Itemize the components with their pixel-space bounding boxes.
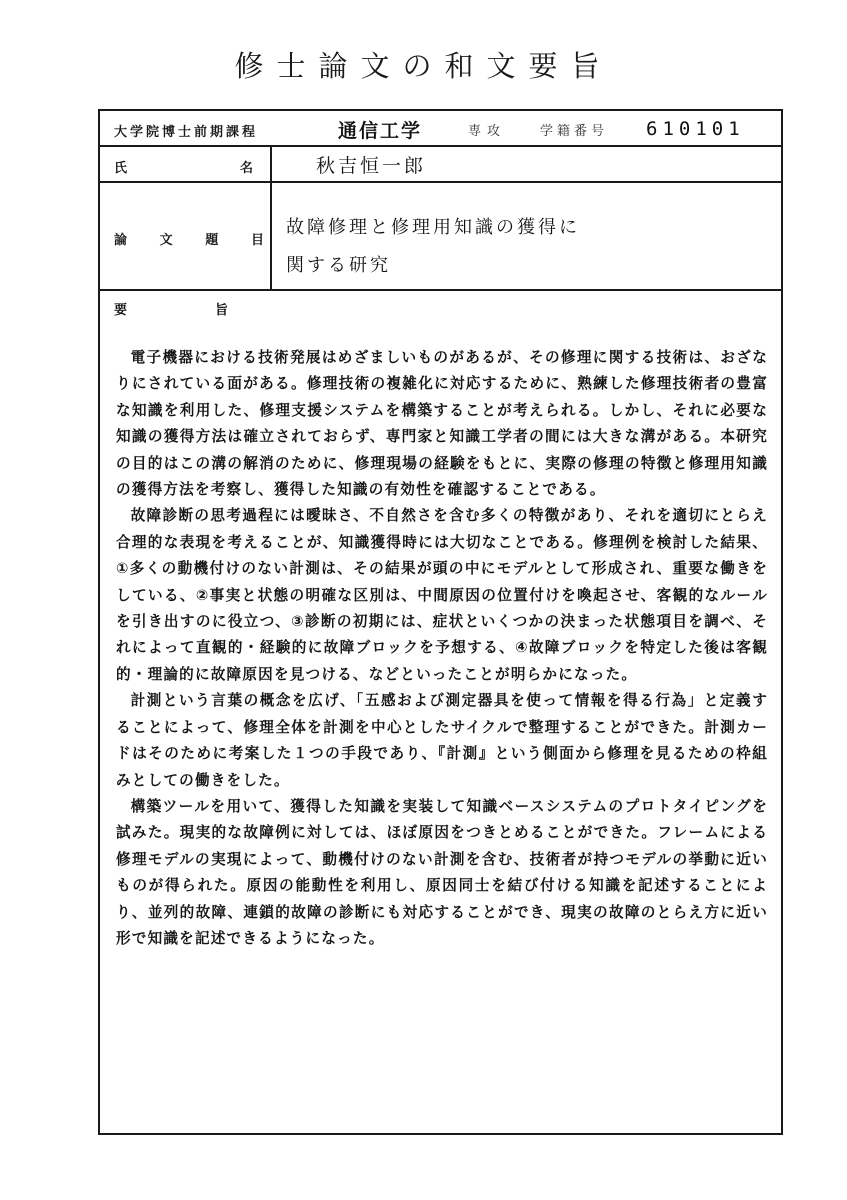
abstract-label-char: 旨 xyxy=(214,303,228,318)
author-name: 秋吉恒一郎 xyxy=(316,155,427,177)
thesis-title-label-char: 題 xyxy=(205,233,219,248)
page-title: 修士論文の和文要旨 xyxy=(234,49,613,83)
name-value-cell xyxy=(272,147,781,181)
thesis-title-line-2: 関する研究 xyxy=(286,255,391,276)
program-label: 大学院博士前期課程 xyxy=(114,125,259,140)
abstract-form xyxy=(98,109,783,1135)
major-value: 通信工学 xyxy=(338,120,423,142)
program-row xyxy=(100,111,781,147)
abstract-paragraph-1: 電子機器における技術発展はめざましいものがあるが、その修理に関する技術は、おざなりにされている面がある。修理技術の複雑化に対応するために、熟練した修理技術者の豊富な知識を利用した、修理支援システムを構築することが考えられる。しかし、それに必要な知識の獲得方法は確立されておらず、専門家と知識工学者の間には大きな溝がある。本研究の目的はこの溝の解消のために、修理現場の経験をもとに、実際の修理の特徴と修理用知識の獲得方法を考察し、獲得した知識の有効性を確認することである。 xyxy=(116,349,768,499)
name-label-cell xyxy=(100,147,272,181)
abstract-paragraph-2: 故障診断の思考過程には曖昧さ、不自然さを含む多くの特徴があり、それを適切にとらえ合理的な表現を考えることが、知識獲得時には大切なことである。修理例を検討した結果、①多くの動機付けのない計測は、その結果が頭の中にモデルとして形成され、重要な働きをしている、②事実と状態の明確な区別は、中間原因の位置付けを喚起させ、客観的なルールを引き出すのに役立つ、③診断の初期には、症状といくつかの決まった状態項目を調べ、それによって直観的・経験的に故障ブロックを予想する、④故障ブロックを特定した後は客観的・理論的に故障原因を見つける、などといったことが明らかになった。 xyxy=(116,507,768,683)
abstract-label xyxy=(114,299,228,318)
abstract-label-char: 要 xyxy=(114,303,128,318)
abstract-body xyxy=(116,345,768,952)
abstract-paragraph-3: 計測という言葉の概念を広げ、「五感および測定器具を使って情報を得る行為」と定義することによって、修理全体を計測を中心としたサイクルで整理することができた。計測カードはそのために考案した１つの手段であり、『計測』という側面から修理を見るための枠組みとしての働きをした。 xyxy=(116,692,768,789)
student-number-value: 610101 xyxy=(646,118,745,140)
major-suffix-label: 専攻 xyxy=(468,124,507,139)
thesis-title xyxy=(286,209,580,285)
thesis-title-label-char: 目 xyxy=(250,233,264,248)
name-label-first: 氏 xyxy=(114,161,128,176)
thesis-title-line-1: 故障修理と修理用知識の獲得に xyxy=(286,217,580,238)
thesis-title-label-char: 論 xyxy=(114,233,128,248)
thesis-title-value-cell xyxy=(272,183,781,289)
thesis-title-row xyxy=(100,183,781,291)
name-row xyxy=(100,147,781,183)
name-label-last: 名 xyxy=(240,161,254,176)
thesis-title-label-char: 文 xyxy=(159,233,173,248)
student-number-label: 学籍番号 xyxy=(540,124,609,139)
abstract-paragraph-4: 構築ツールを用いて、獲得した知識を実装して知識ベースシステムのプロトタイピングを試みた。現実的な故障例に対しては、ほぼ原因をつきとめることができた。フレームによる修理モデルの実現によって、動機付けのない計測を含む、技術者が持つモデルの挙動に近いものが得られた。原因の能動性を利用し、原因同士を結び付ける知識を記述することにより、並列的故障、連鎖的故障の診断にも対応することができ、現実の故障のとらえ方に近い形で知識を記述できるようになった。 xyxy=(116,797,768,947)
thesis-title-label xyxy=(114,229,264,248)
thesis-title-label-cell xyxy=(100,183,272,289)
